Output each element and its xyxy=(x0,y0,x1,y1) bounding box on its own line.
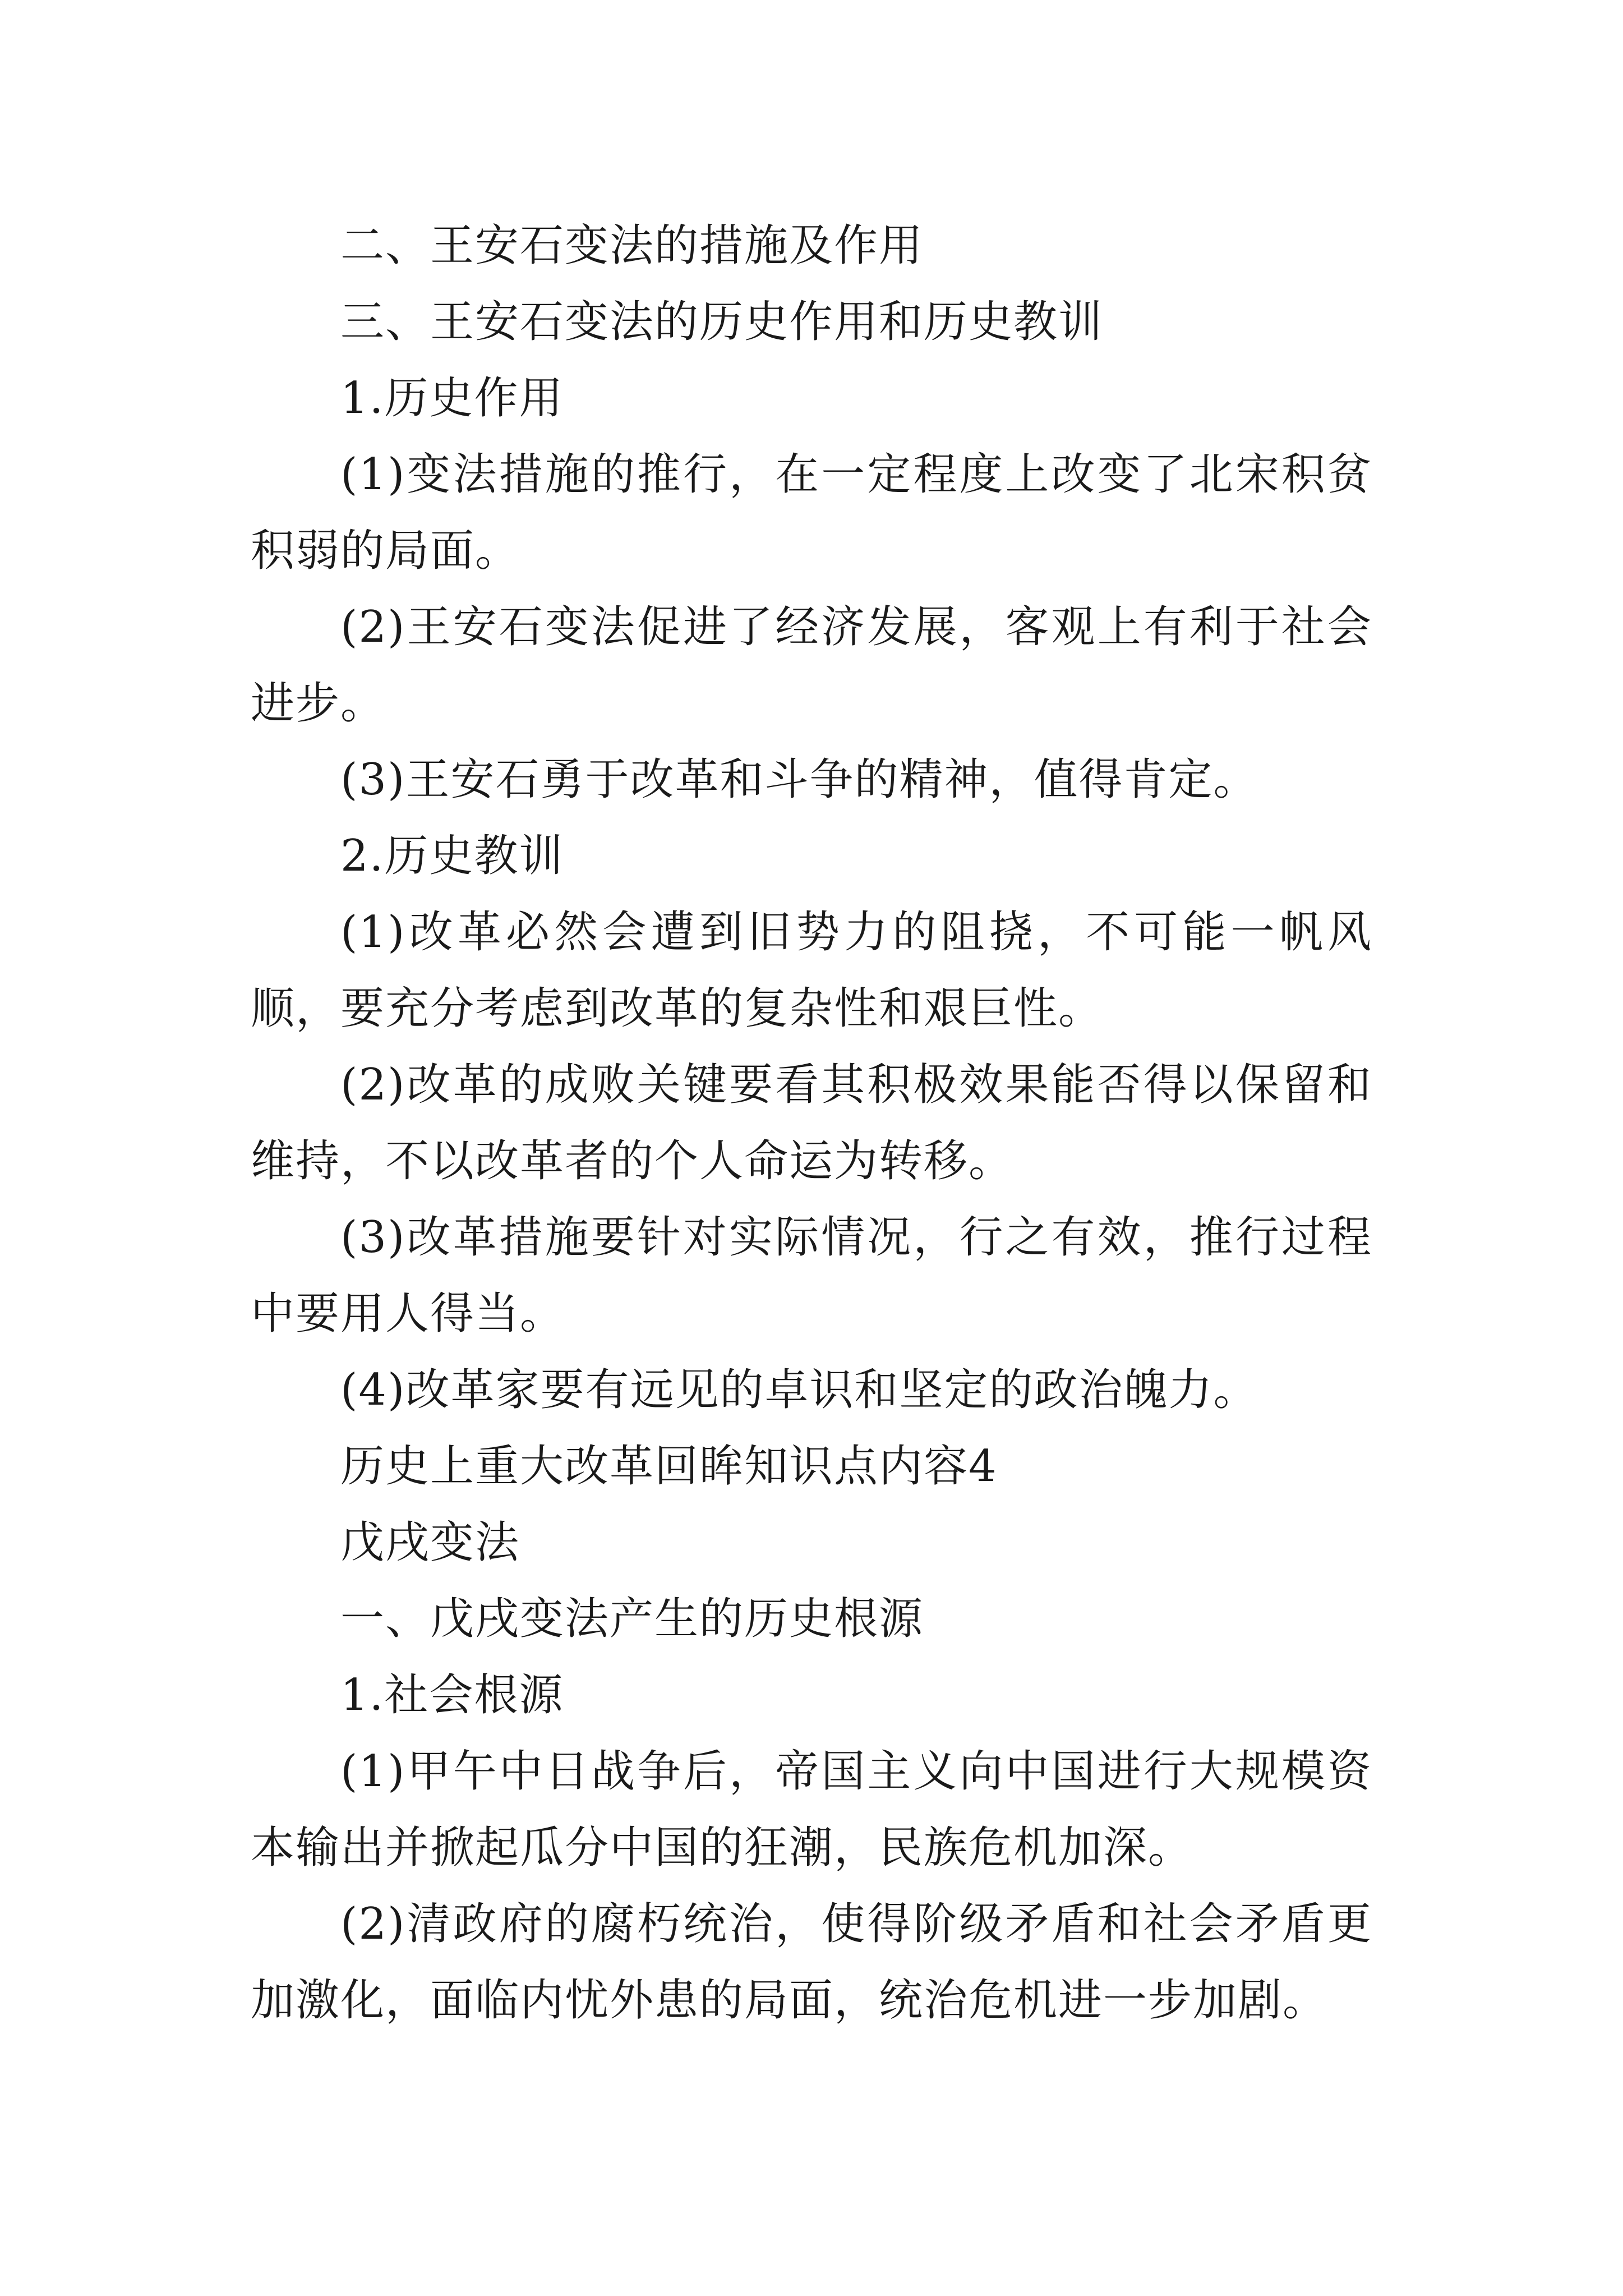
body-paragraph: (1)变法措施的推行，在一定程度上改变了北宋积贫积弱的局面。 xyxy=(251,449,1372,576)
subsection-heading: 2.历史教训 xyxy=(340,831,564,881)
body-paragraph: (2)王安石变法促进了经济发展，客观上有利于社会进步。 xyxy=(251,602,1372,729)
body-paragraph: (3)王安石勇于改革和斗争的精神，值得肯定。 xyxy=(340,754,1258,805)
section-heading: 一、戊戌变法产生的历史根源 xyxy=(340,1594,924,1644)
body-paragraph: (3)改革措施要针对实际情况，行之有效，推行过程中要用人得当。 xyxy=(251,1212,1372,1339)
subsection-heading: 1.社会根源 xyxy=(340,1670,564,1720)
topic-title: 戊戌变法 xyxy=(340,1517,520,1568)
section-heading: 二、王安石变法的措施及作用 xyxy=(340,220,924,271)
section-heading: 三、王安石变法的历史作用和历史教训 xyxy=(340,297,1104,347)
body-paragraph: (4)改革家要有远见的卓识和坚定的政治魄力。 xyxy=(340,1365,1258,1415)
body-paragraph: (1)改革必然会遭到旧势力的阻挠，不可能一帆风顺，要充分考虑到改革的复杂性和艰巨性。 xyxy=(251,907,1372,1034)
subsection-heading: 1.历史作用 xyxy=(340,373,564,424)
body-paragraph: (2)改革的成败关键要看其积极效果能否得以保留和维持，不以改革者的个人命运为转移。 xyxy=(251,1060,1372,1186)
body-paragraph: (1)甲午中日战争后，帝国主义向中国进行大规模资本输出并掀起瓜分中国的狂潮，民族危机加深。 xyxy=(251,1746,1372,1873)
body-paragraph: (2)清政府的腐朽统治，使得阶级矛盾和社会矛盾更加激化，面临内忧外患的局面，统治危机进一步加剧。 xyxy=(251,1899,1372,2026)
article-title: 历史上重大改革回眸知识点内容4 xyxy=(340,1441,998,1492)
document-body xyxy=(251,208,1372,2039)
